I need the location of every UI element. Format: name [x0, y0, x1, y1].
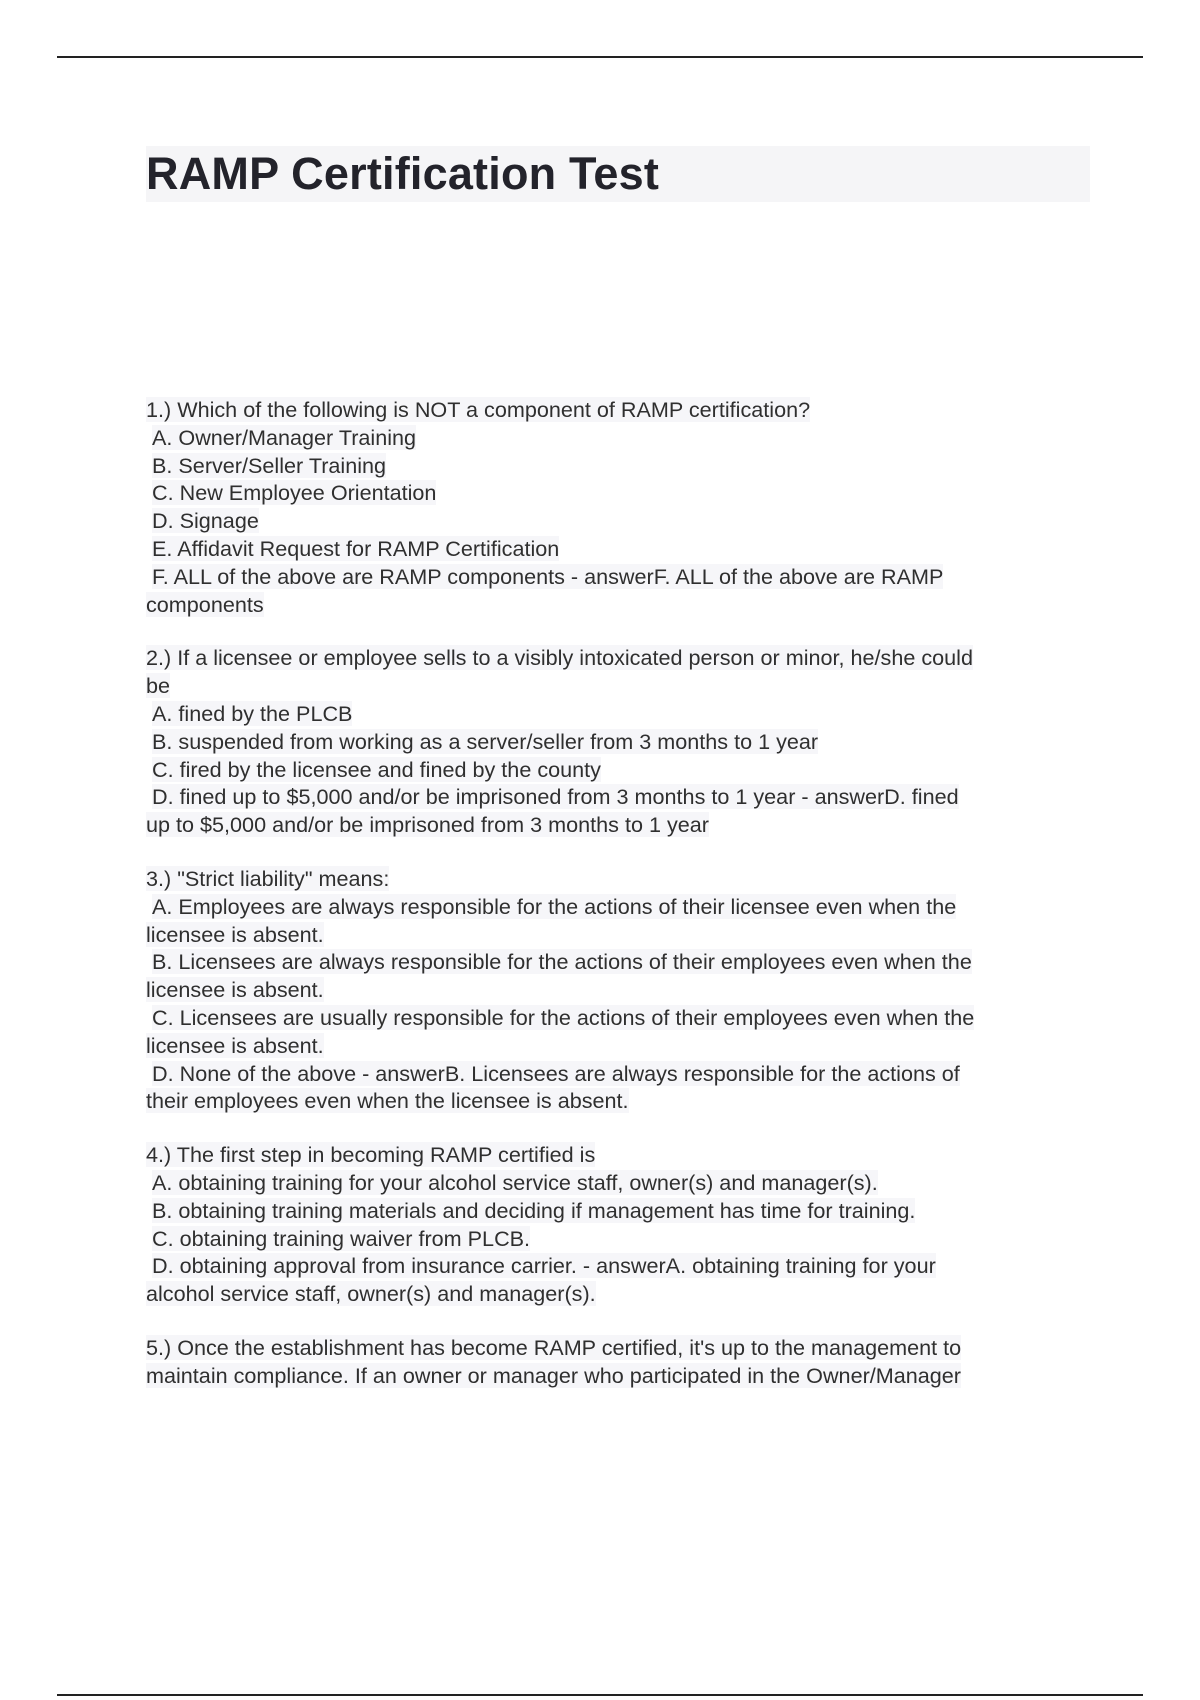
question-2-option-b: B. suspended from working as a server/seller from 3 months to 1 year	[152, 728, 819, 754]
question-3-prompt: 3.) "Strict liability" means:	[146, 865, 390, 891]
question-1-prompt: 1.) Which of the following is NOT a component of RAMP certification?	[146, 397, 811, 422]
question-3-option-b-cont: licensee is absent.	[146, 977, 324, 1003]
page-title: RAMP Certification Test	[146, 148, 660, 199]
question-3-option-b: B. Licensees are always responsible for the actions of their employees even when the	[152, 949, 972, 975]
question-4-option-b: B. obtaining training materials and deciding if management has time for training.	[152, 1197, 916, 1223]
question-5-prompt-cont: maintain compliance. If an owner or manager who participated in the Owner/Manager	[146, 1362, 961, 1388]
question-1-option-c: C. New Employee Orientation	[152, 480, 437, 506]
question-4-option-d: D. obtaining approval from insurance carrier. - answerA. obtaining training for your	[152, 1253, 936, 1279]
question-4-prompt: 4.) The first step in becoming RAMP certified is	[146, 1142, 596, 1168]
question-3-option-d: D. None of the above - answerB. Licensees are always responsible for the actions of	[152, 1060, 960, 1086]
question-4	[146, 1141, 1086, 1308]
question-1-answer-cont: components	[146, 591, 264, 617]
question-list	[146, 396, 1086, 1416]
question-1-option-d: D. Signage	[152, 508, 259, 534]
question-3-option-c: C. Licensees are usually responsible for the actions of their employees even when the	[152, 1004, 975, 1030]
question-1-option-f: F. ALL of the above are RAMP components - answerF. ALL of the above are RAMP	[152, 563, 944, 589]
question-1	[146, 396, 1086, 618]
top-rule	[57, 56, 1143, 58]
question-5	[146, 1334, 1086, 1390]
question-3	[146, 865, 1086, 1115]
question-4-option-c: C. obtaining training waiver from PLCB.	[152, 1225, 531, 1251]
question-1-option-a: A. Owner/Manager Training	[152, 424, 417, 450]
question-4-option-a: A. obtaining training for your alcohol service staff, owner(s) and manager(s).	[152, 1169, 878, 1195]
question-2-option-d: D. fined up to $5,000 and/or be imprisoned from 3 months to 1 year - answerD. fined	[152, 784, 959, 810]
question-2	[146, 644, 1086, 839]
question-2-prompt: 2.) If a licensee or employee sells to a visibly intoxicated person or minor, he/she could	[146, 645, 973, 671]
question-2-prompt-cont: be	[146, 673, 171, 699]
question-4-answer-cont: alcohol service staff, owner(s) and manager(s).	[146, 1281, 596, 1307]
question-2-answer-cont: up to $5,000 and/or be imprisoned from 3 months to 1 year	[146, 812, 709, 838]
question-5-prompt: 5.) Once the establishment has become RAMP certified, it's up to the management to	[146, 1334, 962, 1360]
bottom-rule	[57, 1694, 1143, 1696]
question-3-option-a-cont: licensee is absent.	[146, 921, 324, 947]
question-1-option-b: B. Server/Seller Training	[152, 452, 387, 478]
question-2-option-a: A. fined by the PLCB	[152, 700, 353, 726]
question-3-option-c-cont: licensee is absent.	[146, 1032, 324, 1058]
question-3-answer-cont: their employees even when the licensee is absent.	[146, 1088, 629, 1114]
question-3-option-a: A. Employees are always responsible for the actions of their licensee even when the	[152, 893, 957, 919]
question-1-option-e: E. Affidavit Request for RAMP Certification	[152, 535, 560, 561]
question-2-option-c: C. fired by the licensee and fined by the county	[152, 756, 601, 782]
